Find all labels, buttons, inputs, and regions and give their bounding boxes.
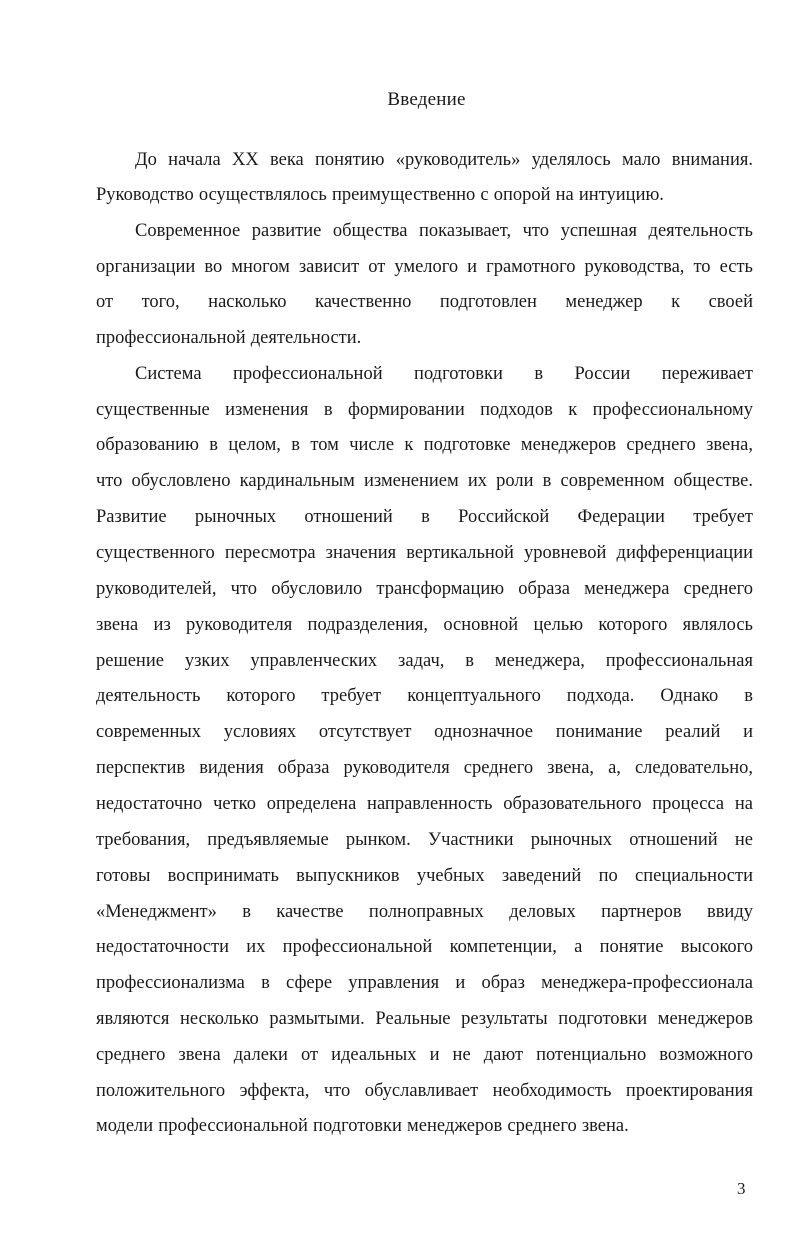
text-line: перспектив видения образа руководителя среднего звена, а, следовательно, <box>96 758 753 778</box>
text-line: «Менеджмент» в качестве полноправных деловых партнеров ввиду <box>96 902 753 922</box>
text-line: До начала XX века понятию «руководитель» уделялось мало внимания. <box>135 150 753 170</box>
text-line: являются несколько размытыми. Реальные результаты подготовки менеджеров <box>96 1009 753 1029</box>
text-line: организации во многом зависит от умелого и грамотного руководства, то есть <box>96 257 753 277</box>
page-number: 3 <box>737 1179 746 1198</box>
text-line: требования, предъявляемые рынком. Участники рыночных отношений не <box>96 830 753 850</box>
text-line: Развитие рыночных отношений в Российской Федерации требует <box>96 507 753 527</box>
text-line: положительного эффекта, что обуславливает необходимость проектирования <box>96 1081 753 1101</box>
text-line: современных условиях отсутствует однозначное понимание реалий и <box>96 722 753 742</box>
page-title: Введение <box>387 89 466 110</box>
text-line: что обусловлено кардинальным изменением их роли в современном обществе. <box>96 471 753 491</box>
text-line: деятельность которого требует концептуального подхода. Однако в <box>96 686 753 706</box>
text-line: решение узких управленческих задач, в менеджера, профессиональная <box>96 651 753 671</box>
text-line: от того, насколько качественно подготовлен менеджер к своей <box>96 292 753 312</box>
text-line: профессионализма в сфере управления и образ менеджера-профессионала <box>96 973 753 993</box>
text-line: Руководство осуществлялось преимущественно с опорой на интуицию. <box>96 185 664 205</box>
text-line: существенного пересмотра значения вертикальной уровневой дифференциации <box>96 543 753 563</box>
text-line: Система профессиональной подготовки в России переживает <box>135 364 753 384</box>
text-line: готовы воспринимать выпускников учебных заведений по специальности <box>96 866 753 886</box>
text-line: Современное развитие общества показывает, что успешная деятельность <box>135 221 753 241</box>
text-line: среднего звена далеки от идеальных и не дают потенциально возможного <box>96 1045 753 1065</box>
text-line: модели профессиональной подготовки менеджеров среднего звена. <box>96 1116 629 1136</box>
text-line: недостаточности их профессиональной компетенции, а понятие высокого <box>96 937 753 957</box>
text-line: звена из руководителя подразделения, основной целью которого являлось <box>96 615 753 635</box>
text-line: руководителей, что обусловило трансформацию образа менеджера среднего <box>96 579 753 599</box>
text-line: профессиональной деятельности. <box>96 328 362 348</box>
text-line: существенные изменения в формировании подходов к профессиональному <box>96 400 753 420</box>
text-line: образованию в целом, в том числе к подготовке менеджеров среднего звена, <box>96 435 753 455</box>
text-line: недостаточно четко определена направленность образовательного процесса на <box>96 794 753 814</box>
